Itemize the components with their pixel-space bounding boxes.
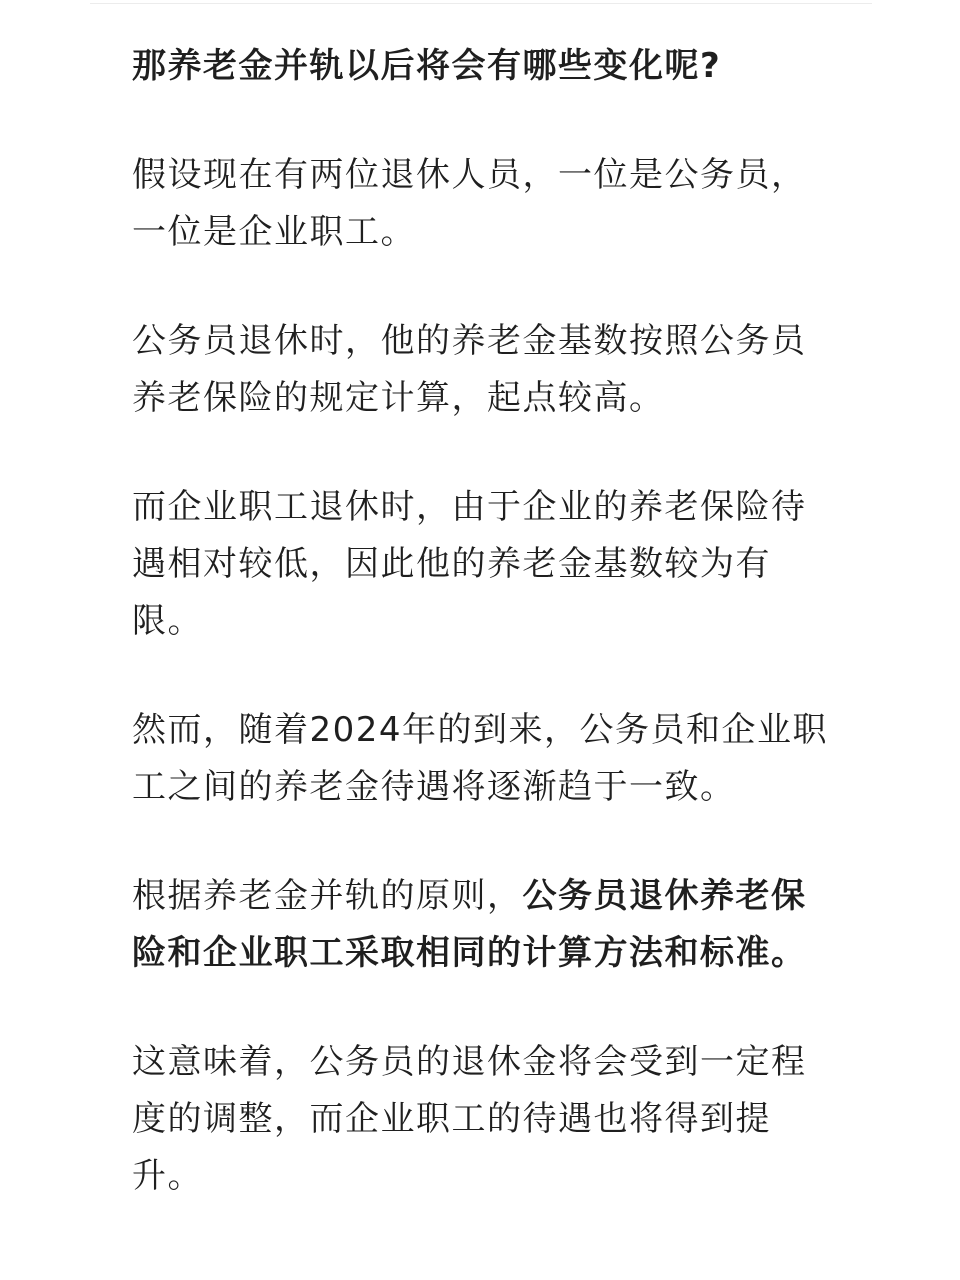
- article-body: [132, 38, 832, 1205]
- principle-emphasis: 公务员退休养老保险和企业职工采取相同的计算方法和标准。: [132, 876, 807, 973]
- paragraph-civil-servant: 公务员退休时，他的养老金基数按照公务员养老保险的规定计算，起点较高。: [132, 321, 807, 418]
- principle-intro: 根据养老金并轨的原则，: [132, 876, 523, 916]
- paragraph-principle: [132, 868, 832, 982]
- top-divider: [90, 3, 872, 4]
- article-heading: 那养老金并轨以后将会有哪些变化呢?: [132, 46, 722, 86]
- paragraph-2024-change: 然而，随着2024年的到来，公务员和企业职工之间的养老金待遇将逐渐趋于一致。: [132, 710, 829, 807]
- paragraph-two-retirees: 假设现在有两位退休人员，一位是公务员，一位是企业职工。: [132, 155, 807, 252]
- paragraph-enterprise-worker: 而企业职工退休时，由于企业的养老保险待遇相对较低，因此他的养老金基数较为有限。: [132, 487, 807, 641]
- paragraph-conclusion: 这意味着，公务员的退休金将会受到一定程度的调整，而企业职工的待遇也将得到提升。: [132, 1042, 807, 1196]
